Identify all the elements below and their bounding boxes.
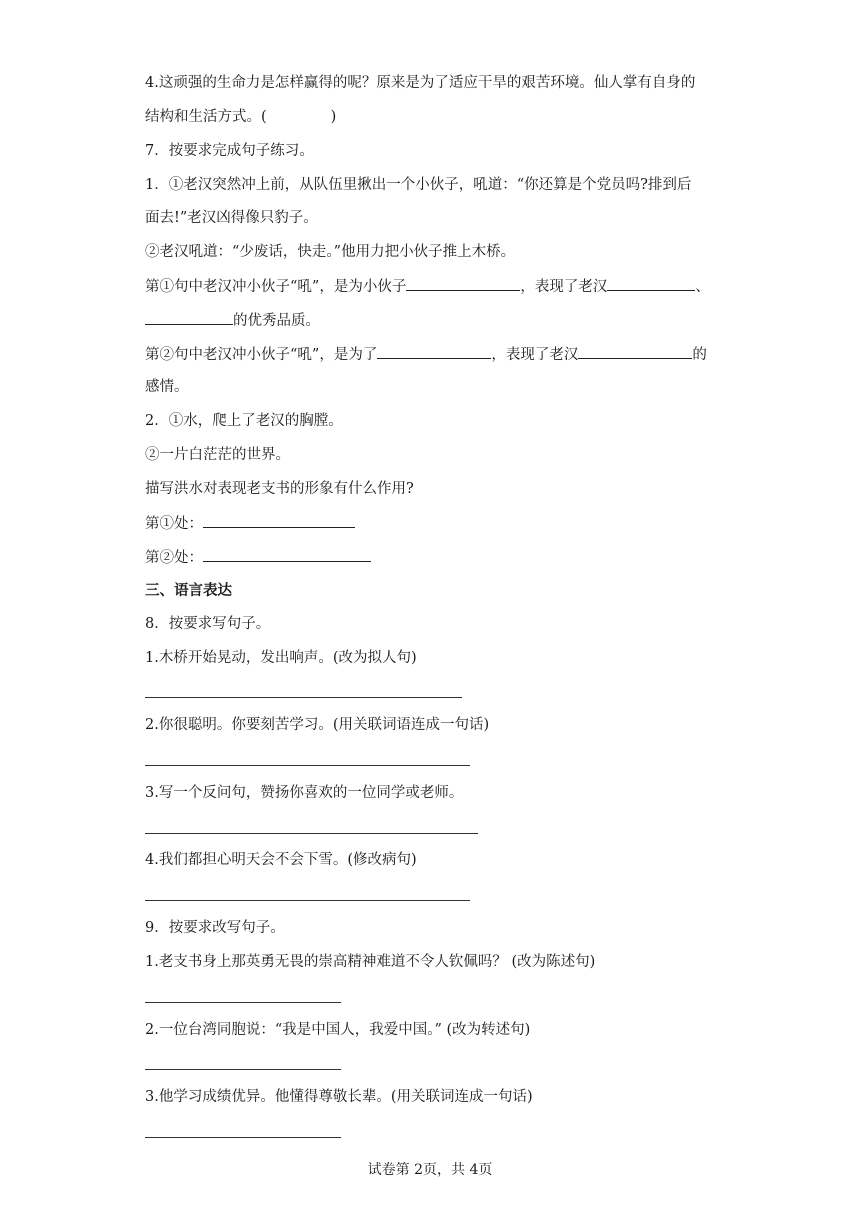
- q7-2-line-2: ②一片白茫茫的世界。: [145, 447, 290, 463]
- q7-1-a-blank-2[interactable]: [607, 276, 695, 291]
- q8-2-answer-line[interactable]: [145, 765, 470, 766]
- q4-line-2: [145, 107, 336, 127]
- q7-1-b-middle: ，表现了老汉: [491, 347, 579, 363]
- q7-2-question: 描写洪水对表现老支书的形象有什么作用?: [145, 481, 414, 497]
- q7-2-ans1-label: 第①处：: [145, 516, 203, 532]
- q7-1-line-2: 面去!”老汉凶得像只豹子。: [145, 210, 318, 226]
- q9-1-answer-line[interactable]: [145, 1002, 341, 1003]
- q7-2-line-1: 2．①水，爬上了老汉的胸膛。: [145, 413, 343, 429]
- q7-1-a-end: 、: [695, 279, 710, 295]
- q7-1-a-blank-1[interactable]: [406, 276, 520, 291]
- q8-title: 8．按要求写句子。: [145, 616, 271, 632]
- q7-1-answer-a: [145, 276, 710, 297]
- q7-1-a-middle: ，表现了老汉: [520, 279, 608, 295]
- q7-1-b-end: 的: [692, 347, 707, 363]
- q7-1-b-prefix: 第②句中老汉冲小伙子“吼”，是为了: [145, 347, 378, 363]
- q9-item-2: 2.一位台湾同胞说：“我是中国人，我爱中国。” (改为转述句): [145, 1022, 531, 1038]
- q4-close-paren: ): [330, 109, 337, 125]
- q8-3-answer-line[interactable]: [145, 833, 478, 834]
- q9-item-3: 3.他学习成绩优异。他懂得尊敬长辈。(用关联词连成一句话): [145, 1089, 533, 1105]
- q9-2-answer-line[interactable]: [145, 1069, 341, 1070]
- section-heading: 三、语言表达: [145, 582, 232, 599]
- q8-item-2: 2.你很聪明。你要刻苦学习。(用关联词语连成一句话): [145, 717, 490, 733]
- q4-line-2-text: 结构和生活方式。(: [145, 109, 267, 125]
- q8-4-answer-line[interactable]: [145, 900, 470, 901]
- q8-item-1: 1.木桥开始晃动，发出响声。(改为拟人句): [145, 650, 417, 666]
- q7-2-ans2-blank[interactable]: [203, 547, 371, 562]
- q7-1-answer-a-cont: [145, 310, 320, 331]
- q7-2-ans2-label: 第②处：: [145, 550, 203, 566]
- q7-1-line-1: 1．①老汉突然冲上前，从队伍里揪出一个小伙子，吼道：“你还算是个党员吗?排到后: [145, 177, 692, 193]
- q7-1-a-prefix: 第①句中老汉冲小伙子“吼”，是为小伙子: [145, 279, 407, 295]
- q9-title: 9．按要求改写句子。: [145, 920, 285, 936]
- q8-1-answer-line[interactable]: [145, 697, 462, 698]
- q7-1-line-3: ②老汉吼道：“少废话，快走。”他用力把小伙子推上木桥。: [145, 244, 516, 260]
- q4-line-1: 4.这顽强的生命力是怎样赢得的呢？原来是为了适应干旱的艰苦环境。仙人掌有自身的: [145, 75, 696, 91]
- q7-2-answer-1: [145, 513, 355, 534]
- q7-title: 7．按要求完成句子练习。: [145, 143, 314, 159]
- q7-2-ans1-blank[interactable]: [203, 513, 355, 528]
- page-footer: 试卷第 2页，共 4页: [367, 1162, 493, 1178]
- q8-item-3: 3.写一个反问句，赞扬你喜欢的一位同学或老师。: [145, 785, 464, 801]
- q7-1-b-blank-1[interactable]: [377, 344, 491, 359]
- q7-1-b-blank-2[interactable]: [578, 344, 692, 359]
- q7-1-b-cont: 感情。: [145, 379, 189, 395]
- q7-1-a-blank-3[interactable]: [145, 310, 233, 325]
- q7-1-answer-b: [145, 344, 707, 365]
- q9-3-answer-line[interactable]: [145, 1137, 341, 1138]
- q8-item-4: 4.我们都担心明天会不会下雪。(修改病句): [145, 852, 417, 868]
- q7-1-a2-end: 的优秀品质。: [233, 313, 320, 329]
- q7-2-answer-2: [145, 547, 371, 568]
- q9-item-1: 1.老支书身上那英勇无畏的崇高精神难道不令人钦佩吗？ (改为陈述句): [145, 954, 596, 970]
